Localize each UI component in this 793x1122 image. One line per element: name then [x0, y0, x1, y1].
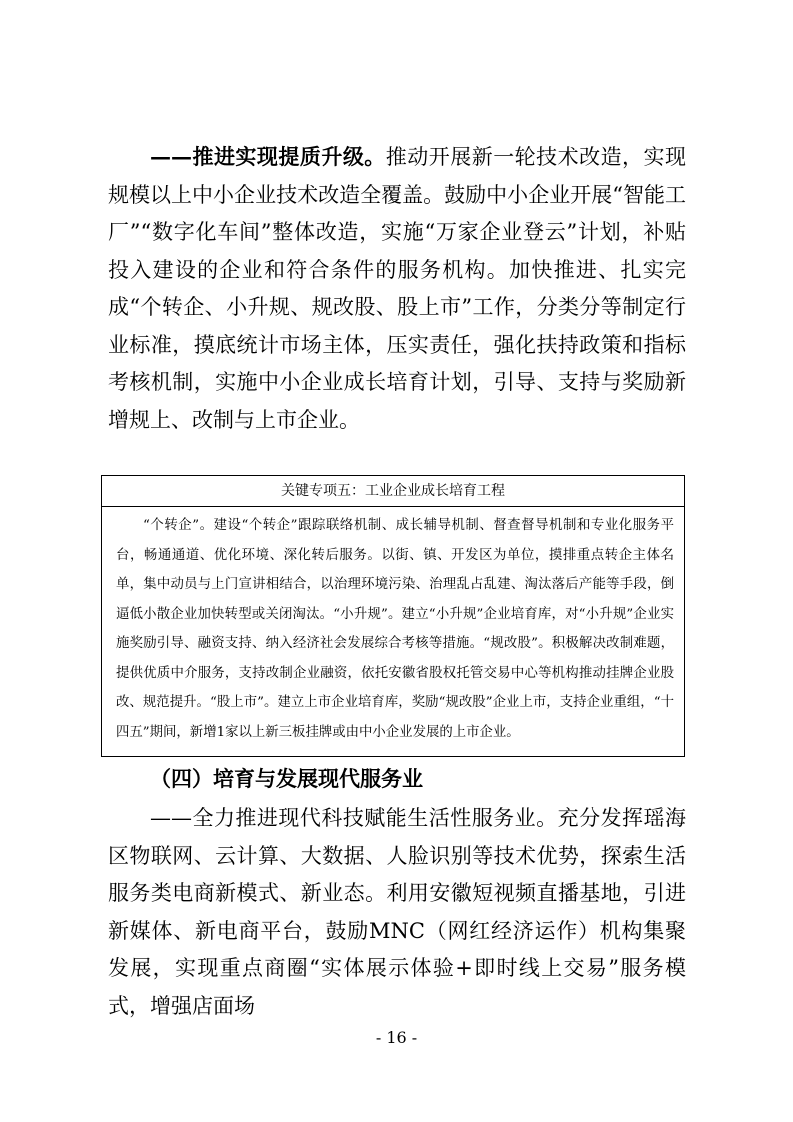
paragraph-quality-upgrade	[108, 138, 686, 439]
paragraph-modern-services: ——全力推进现代科技赋能生活性服务业。充分发挥瑶海区物联网、云计算、大数据、人脸识别等技术优势，探索生活服务类电商新模式、新业态。利用安徽短视频直播基地，引进新媒体、新电商平台，鼓励MNC（网红经济运作）机构集聚发展，实现重点商圈“实体展示体验+即时线上交易”服务模式，增强店面场	[108, 806, 686, 1018]
page-number: - 16 -	[375, 1028, 418, 1047]
key-project-box	[101, 475, 685, 757]
key-project-title: 关键专项五：工业企业成长培育工程	[102, 476, 684, 507]
paragraph-lead-heading: ——推进实现提质升级。	[150, 144, 386, 169]
section-heading-four: （四）培育与发展现代服务业	[150, 766, 423, 791]
key-project-body: “个转企”。建设“个转企”跟踪联络机制、成长辅导机制、督查督导机制和专业化服务平台，畅通通道、优化环境、深化转后服务。以街、镇、开发区为单位，摸排重点转企主体名单，集中动员与上门宣讲相结合，以治理环境污染、治理乱占乱建、淘汰落后产能等手段，倒逼低小散企业加快转型或关闭淘汰。“小升规”。建立“小升规”企业培育库，对“小升规”企业实施奖励引导、融资支持、纳入经济社会发展综合考核等措施。“规改股”。积极解决改制难题，提供优质中介服务，支持改制企业融资，依托安徽省股权托管交易中心等机构推动挂牌企业股改、规范提升。“股上市”。建立上市企业培育库，奖励“规改股”企业上市，支持企业重组，“十四五”期间，新增1家以上新三板挂牌或由中小企业发展的上市企业。	[116, 518, 674, 740]
paragraph-body-text: 推动开展新一轮技术改造，实现规模以上中小企业技术改造全覆盖。鼓励中小企业开展“智能工厂”“数字化车间”整体改造，实施“万家企业登云”计划，补贴投入建设的企业和符合条件的服务机构。加快推进、扎实完成“个转企、小升规、规改股、股上市”工作，分类分等制定行业标准，摸底统计市场主体，压实责任，强化扶持政策和指标考核机制，实施中小企业成长培育计划，引导、支持与奖励新增规上、改制与上市企业。	[108, 145, 687, 432]
